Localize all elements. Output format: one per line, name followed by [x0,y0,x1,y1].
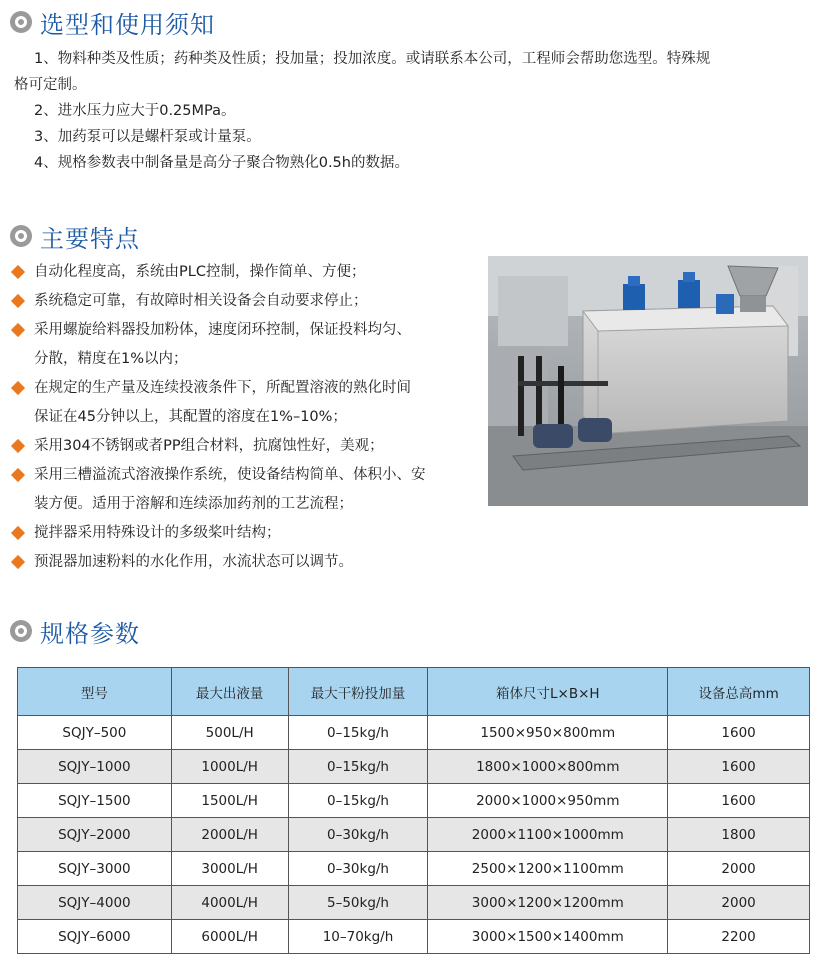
column-header: 最大干粉投加量 [288,668,428,716]
column-header: 型号 [18,668,172,716]
table-row [18,818,810,852]
table-cell: 6000L/H [171,920,288,954]
table-row [18,716,810,750]
equipment-photo [488,256,808,506]
note-line: 格可定制。 [14,77,87,93]
diamond-bullet-icon [11,555,25,569]
feature-item-continuation [10,490,480,519]
table-cell: SQJY–3000 [18,852,172,886]
circle-bullet-icon [10,225,32,247]
feature-text: 采用304不锈钢或者PP组合材料，抗腐蚀性好，美观； [34,438,384,454]
feature-text: 搅拌器采用特殊设计的多级桨叶结构； [34,525,281,541]
table-header-row [18,668,810,716]
feature-text: 保证在45分钟以上，其配置的溶度在1%–10%； [34,409,347,425]
feature-item [10,287,480,316]
table-cell: 4000L/H [171,886,288,920]
diamond-bullet-icon [11,381,25,395]
section-title: 规格参数 [40,619,140,648]
note-line: 2、进水压力应大于0.25MPa。 [34,103,236,119]
feature-list [10,258,480,577]
table-row [18,852,810,886]
table-cell: 500L/H [171,716,288,750]
table-cell: SQJY–1000 [18,750,172,784]
table-cell: 2000L/H [171,818,288,852]
section-heading-features [10,218,140,254]
circle-bullet-icon [10,620,32,642]
feature-text: 系统稳定可靠，有故障时相关设备会自动要求停止； [34,293,368,309]
table-cell: 5–50kg/h [288,886,428,920]
equipment-illustration [488,256,808,506]
table-cell: 0–15kg/h [288,716,428,750]
table-cell: 3000L/H [171,852,288,886]
table-row [18,886,810,920]
column-header: 设备总高mm [668,668,810,716]
table-cell: 0–15kg/h [288,784,428,818]
column-header: 最大出液量 [171,668,288,716]
table-cell: 1800×1000×800mm [428,750,668,784]
table-cell: SQJY–500 [18,716,172,750]
note-line: 3、加药泵可以是螺杆泵或计量泵。 [34,129,261,145]
table-cell: SQJY–6000 [18,920,172,954]
table-cell: 1000L/H [171,750,288,784]
table-cell: 2000×1100×1000mm [428,818,668,852]
section-heading-specs [10,613,140,649]
column-header: 箱体尺寸L×B×H [428,668,668,716]
table-row [18,920,810,954]
feature-item [10,548,480,577]
table-cell: 0–30kg/h [288,818,428,852]
table-cell: 3000×1200×1200mm [428,886,668,920]
selection-notes [14,46,814,176]
table-cell: SQJY–4000 [18,886,172,920]
section-title: 主要特点 [40,224,140,253]
feature-text: 分散，精度在1%以内； [34,351,188,367]
feature-item [10,519,480,548]
diamond-bullet-icon [11,323,25,337]
diamond-bullet-icon [11,439,25,453]
feature-item [10,316,480,345]
feature-text: 在规定的生产量及连续投液条件下，所配置溶液的熟化时间 [34,380,411,396]
diamond-bullet-icon [11,526,25,540]
circle-bullet-icon [10,11,32,33]
table-cell: 1500L/H [171,784,288,818]
table-cell: 2500×1200×1100mm [428,852,668,886]
feature-text: 采用螺旋给料器投加粉体，速度闭环控制，保证投料均匀、 [34,322,411,338]
table-cell: 10–70kg/h [288,920,428,954]
feature-item [10,461,480,490]
feature-text: 采用三槽溢流式溶液操作系统，使设备结构简单、体积小、安 [34,467,426,483]
feature-item [10,374,480,403]
table-row [18,784,810,818]
table-cell: SQJY–1500 [18,784,172,818]
note-line: 1、物料种类及性质；药种类及性质；投加量；投加浓度。或请联系本公司，工程师会帮助您选型。特殊规 [34,51,711,67]
feature-item-continuation [10,345,480,374]
table-row [18,750,810,784]
table-cell: 1600 [668,784,810,818]
table-cell: 2000 [668,852,810,886]
section-title: 选型和使用须知 [40,10,215,39]
feature-text: 装方便。适用于溶解和连续添加药剂的工艺流程； [34,496,353,512]
diamond-bullet-icon [11,468,25,482]
table-cell: 3000×1500×1400mm [428,920,668,954]
table-cell: SQJY–2000 [18,818,172,852]
table-cell: 1600 [668,716,810,750]
table-cell: 2200 [668,920,810,954]
diamond-bullet-icon [11,294,25,308]
table-cell: 0–30kg/h [288,852,428,886]
spec-table [17,667,810,954]
table-cell: 1800 [668,818,810,852]
table-cell: 1600 [668,750,810,784]
section-heading-selection [10,4,215,40]
feature-item-continuation [10,403,480,432]
table-cell: 0–15kg/h [288,750,428,784]
feature-text: 预混器加速粉料的水化作用，水流状态可以调节。 [34,554,353,570]
table-cell: 1500×950×800mm [428,716,668,750]
table-cell: 2000×1000×950mm [428,784,668,818]
feature-text: 自动化程度高，系统由PLC控制，操作简单、方便； [34,264,366,280]
diamond-bullet-icon [11,265,25,279]
table-cell: 2000 [668,886,810,920]
note-line: 4、规格参数表中制备量是高分子聚合物熟化0.5h的数据。 [34,155,409,171]
feature-item [10,258,480,287]
feature-item [10,432,480,461]
